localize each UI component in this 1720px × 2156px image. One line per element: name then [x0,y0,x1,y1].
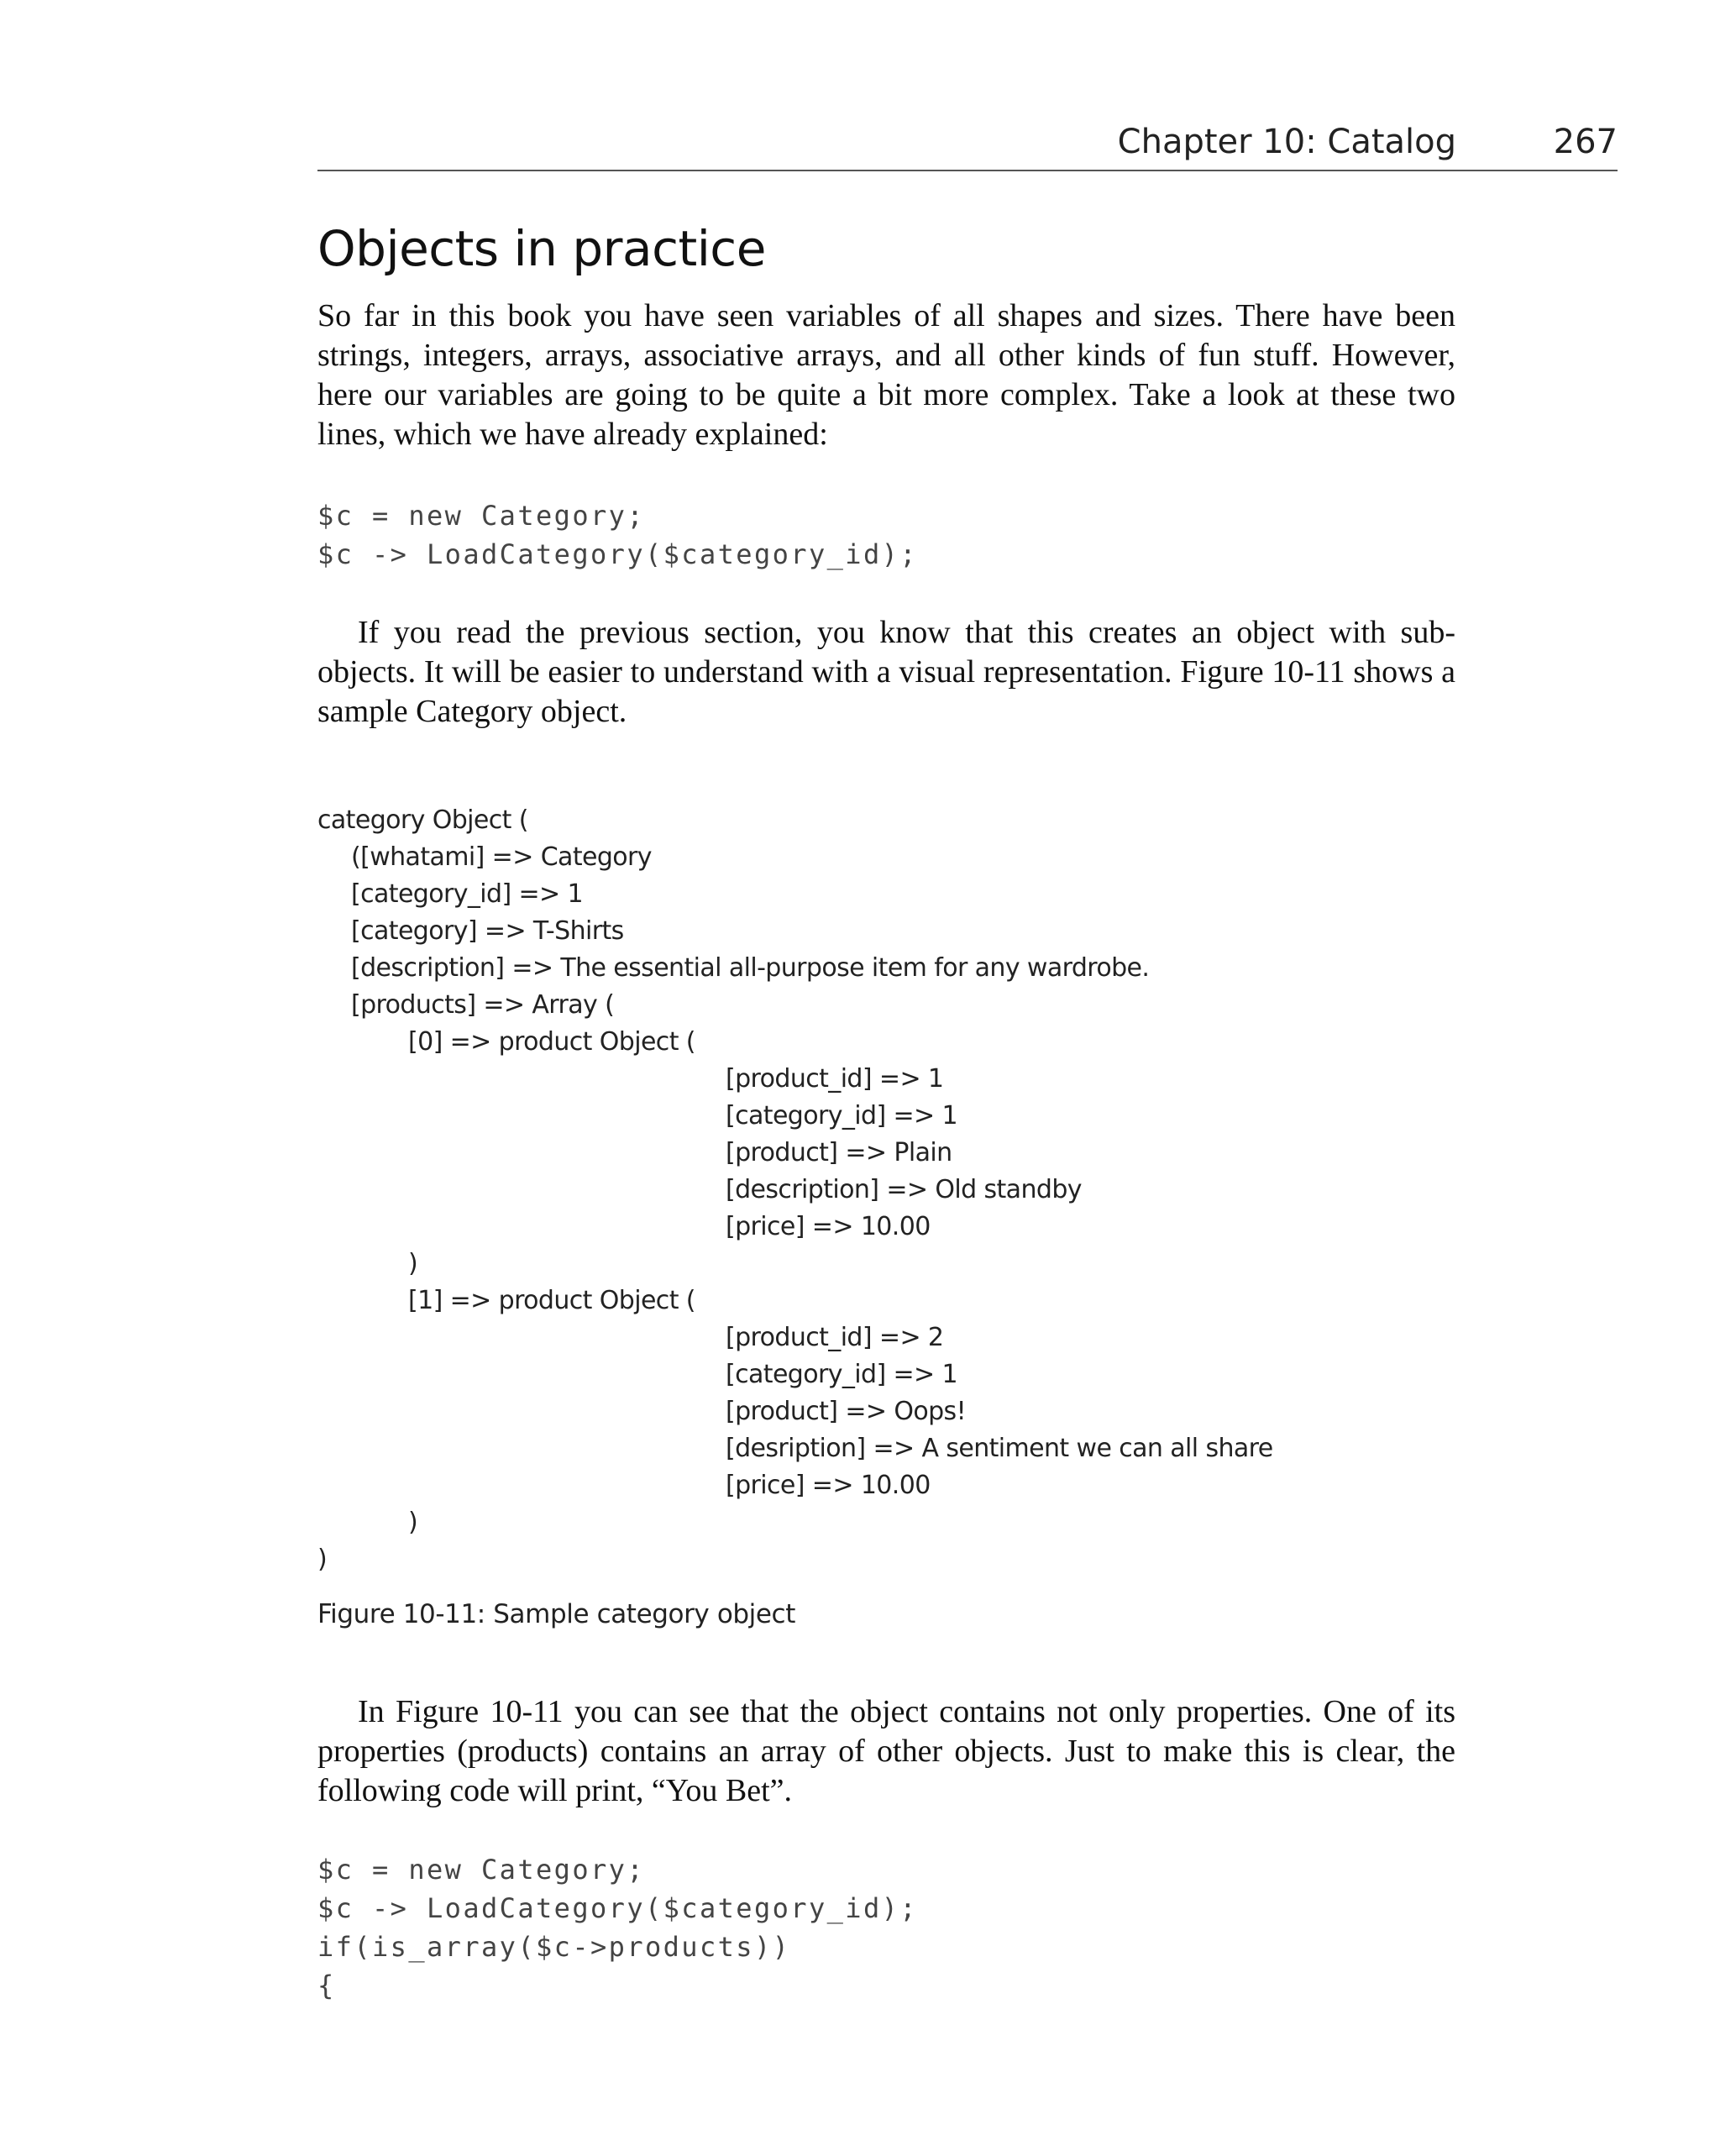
figure-line: [1] => product Object ( [408,1286,695,1315]
figure-line: [product] => Oops! [726,1397,967,1426]
figure-line: [product_id] => 1 [726,1064,944,1094]
figure-line: ([whatami] => Category [351,842,652,872]
code-block-2 [317,1850,918,2005]
section-heading: Objects in practice [317,220,766,277]
intro-paragraph: So far in this book you have seen variables of all shapes and sizes. There have been strings, integers, arrays, associative arrays, and all other kinds of fun stuff. However, here our variables are going to be quite a bit more complex. Take a look at these two lines, which we have already explained: [317,298,1455,452]
figure-line: [product_id] => 2 [726,1323,944,1352]
code-line: $c = new Category; [317,1854,645,1886]
code-line: { [317,1970,336,2001]
figure-line: [description] => The essential all-purpose item for any wardrobe. [351,953,1150,983]
figure-line: [category] => T-Shirts [351,916,624,946]
page-number: 267 [1553,123,1618,161]
figure-line: [product] => Plain [726,1138,952,1167]
figure-line: [category_id] => 1 [726,1101,958,1130]
figure-line: category Object ( [317,805,528,835]
figure-line: [description] => Old standby [726,1175,1082,1204]
code-line: $c -> LoadCategory($category_id); [317,538,918,570]
figure-line: [price] => 10.00 [726,1212,931,1241]
figure-line: ) [317,1545,328,1574]
running-header [317,118,1618,171]
figure-line: [products] => Array ( [351,990,615,1020]
explanation-paragraph: If you read the previous section, you know that this creates an object with sub-objects. It will be easier to understand with a visual representation. Figure 10-11 shows a sample Category object. [317,615,1455,729]
figure-line: [price] => 10.00 [726,1471,931,1500]
code-line: $c -> LoadCategory($category_id); [317,1892,918,1924]
figure-line: ) [408,1249,418,1278]
figure-line: ) [408,1508,418,1537]
code-line: $c = new Category; [317,500,645,532]
code-line: if(is_array($c->products)) [317,1931,791,1963]
chapter-title: Chapter 10: Catalog [1117,123,1456,161]
figure-line: [category_id] => 1 [351,879,584,909]
closing-paragraph: In Figure 10-11 you can see that the object contains not only properties. One of its properties (products) contains an array of other objects. Just to make this is clear, the following code will print, “You Bet”. [317,1694,1455,1808]
figure-caption: Figure 10-11: Sample category object [317,1599,795,1629]
figure-line: [desription] => A sentiment we can all share [726,1434,1273,1463]
code-block-1 [317,496,918,574]
figure-line: [category_id] => 1 [726,1360,958,1389]
figure-line: [0] => product Object ( [408,1027,695,1057]
